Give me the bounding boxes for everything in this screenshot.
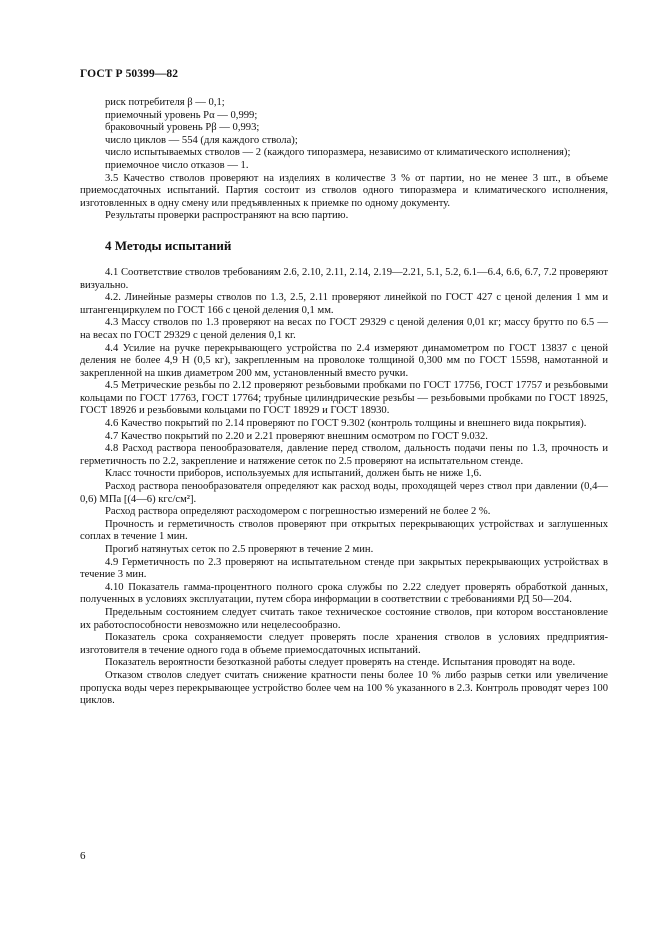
paragraph: Предельным состоянием следует считать такое техническое состояние стволов, при котором восстановление их работоспособности невозможно или нецелесообразно. <box>80 606 608 631</box>
paragraph: число испытываемых стволов — 2 (каждого типоразмера, независимо от климатического исполнения); <box>105 147 571 159</box>
paragraph: 4.5 Метрические резьбы по 2.12 проверяют резьбовыми пробками по ГОСТ 17756, ГОСТ 17757 и резьбовыми кольцами по ГОСТ 17763, ГОСТ 17764; трубные цилиндрические резьбы — резьбовыми пробками по ГОСТ 18925, ГОСТ 18926 и резьбовыми кольцами по ГОСТ 18929 и ГОСТ 18930. <box>80 380 608 417</box>
paragraph: Расход раствора определяют расходомером с погрешностью измерений не более 2 %. <box>105 506 491 518</box>
paragraph: приемочное число отказов — 1. <box>105 159 249 171</box>
paragraph: Прочность и герметичность стволов проверяют при открытых перекрывающих устройствах и заглушенных соплах в течение 1 мин. <box>80 518 608 543</box>
paragraph: 4.7 Качество покрытий по 2.20 и 2.21 проверяют внешним осмотром по ГОСТ 9.032. <box>105 430 488 442</box>
list-item: риск потребителя β — 0,1; <box>105 97 225 108</box>
paragraph: Показатель срока сохраняемости следует проверять после хранения стволов в условиях предприятия-изготовителя в течение одного года в объеме приемосдаточных испытаний. <box>80 632 608 656</box>
paragraph: Прогиб натянутых сеток по 2.5 проверяют в течение 2 мин. <box>105 544 374 555</box>
paragraph: 4.10 Показатель гамма-процентного полного срока службы по 2.22 следует проверять обработкой данных, полученных в условиях эксплуатации, путем сбора информации в соответствии с требованиями РД 50—204. <box>80 581 608 606</box>
list-item: число циклов — 554 (для каждого ствола); <box>105 134 298 146</box>
paragraph: 4.3 Массу стволов по 1.3 проверяют на весах по ГОСТ 29329 с ценой деления 0,01 кг; массу брутто по 6.5 — на весах по ГОСТ 29329 с ценой деления 0,1 кг. <box>80 317 608 341</box>
paragraph: Результаты проверки распространяют на всю партию. <box>105 210 349 222</box>
paragraph: 4.8 Расход раствора пенообразователя, давление перед стволом, дальность подачи пены по 1.3, прочность и герметичность по 2.2, закрепление и натяжение сеток по 2.5 проверяют на испытательном стенде. <box>80 443 608 467</box>
paragraph: 3.5 Качество стволов проверяют на изделиях в количестве 3 % от партии, но не менее 3 шт., в объеме приемосдаточных испытаний. Партия состоит из стволов одного типоразмера и климатического исполнения, изготовленных в одну смену или предъявленных к приемке по одному документу. <box>80 172 608 209</box>
page-content <box>80 97 608 708</box>
paragraph: Показатель вероятности безотказной работы следует проверять на стенде. Испытания проводят на воде. <box>105 657 576 669</box>
section-heading: 4 Методы испытаний <box>105 237 232 253</box>
list-item: приемочный уровень Pα — 0,999; <box>105 109 258 121</box>
paragraph: 4.4 Усилие на ручке перекрывающего устройства по 2.4 измеряют динамометром по ГОСТ 13837 с ценой деления не более 4,9 Н (0,5 кг), закрепленным на проволоке толщиной 0,300 мм по ГОСТ 15598, намотанной и закрепленной на шкив диаметром 200 мм, установленный вместо ручки. <box>80 342 608 379</box>
paragraph: 4.1 Соответствие стволов требованиям 2.6, 2.10, 2.11, 2.14, 2.19—2.21, 5.1, 5.2, 6.1—6.4, 6.6, 6.7, 7.2 проверяют визуально. <box>80 266 608 291</box>
paragraph: 4.9 Герметичность по 2.3 проверяют на испытательном стенде при закрытых перекрывающих устройствах в течение 3 мин. <box>80 556 608 581</box>
page-header: ГОСТ Р 50399—82 <box>80 68 179 80</box>
paragraph: Отказом стволов следует считать снижение кратности пены более 10 % либо разрыв сетки или увеличение пропуска воды через перекрывающее устройство более чем на 100 % указанного в 2.3. Контроль проводят через 100 циклов. <box>80 669 608 707</box>
paragraph: Класс точности приборов, используемых для испытаний, должен быть не ниже 1,6. <box>105 468 482 480</box>
paragraph: 4.6 Качество покрытий по 2.14 проверяют по ГОСТ 9.302 (контроль толщины и внешнего вида покрытия). <box>105 418 587 430</box>
paragraph: 4.2. Линейные размеры стволов по 1.3, 2.5, 2.11 проверяют линейкой по ГОСТ 427 с ценой деления 1 мм и штангенциркулем по ГОСТ 166 с ценой деления 0,1 мм. <box>80 292 608 316</box>
paragraph: Расход раствора пенообразователя определяют как расход воды, проходящей через ствол при давлении (0,4—0,6) МПа [(4—6) кгс/см²]. <box>80 481 608 505</box>
page-number: 6 <box>80 850 86 862</box>
list-item: браковочный уровень Pβ — 0,993; <box>105 122 260 134</box>
